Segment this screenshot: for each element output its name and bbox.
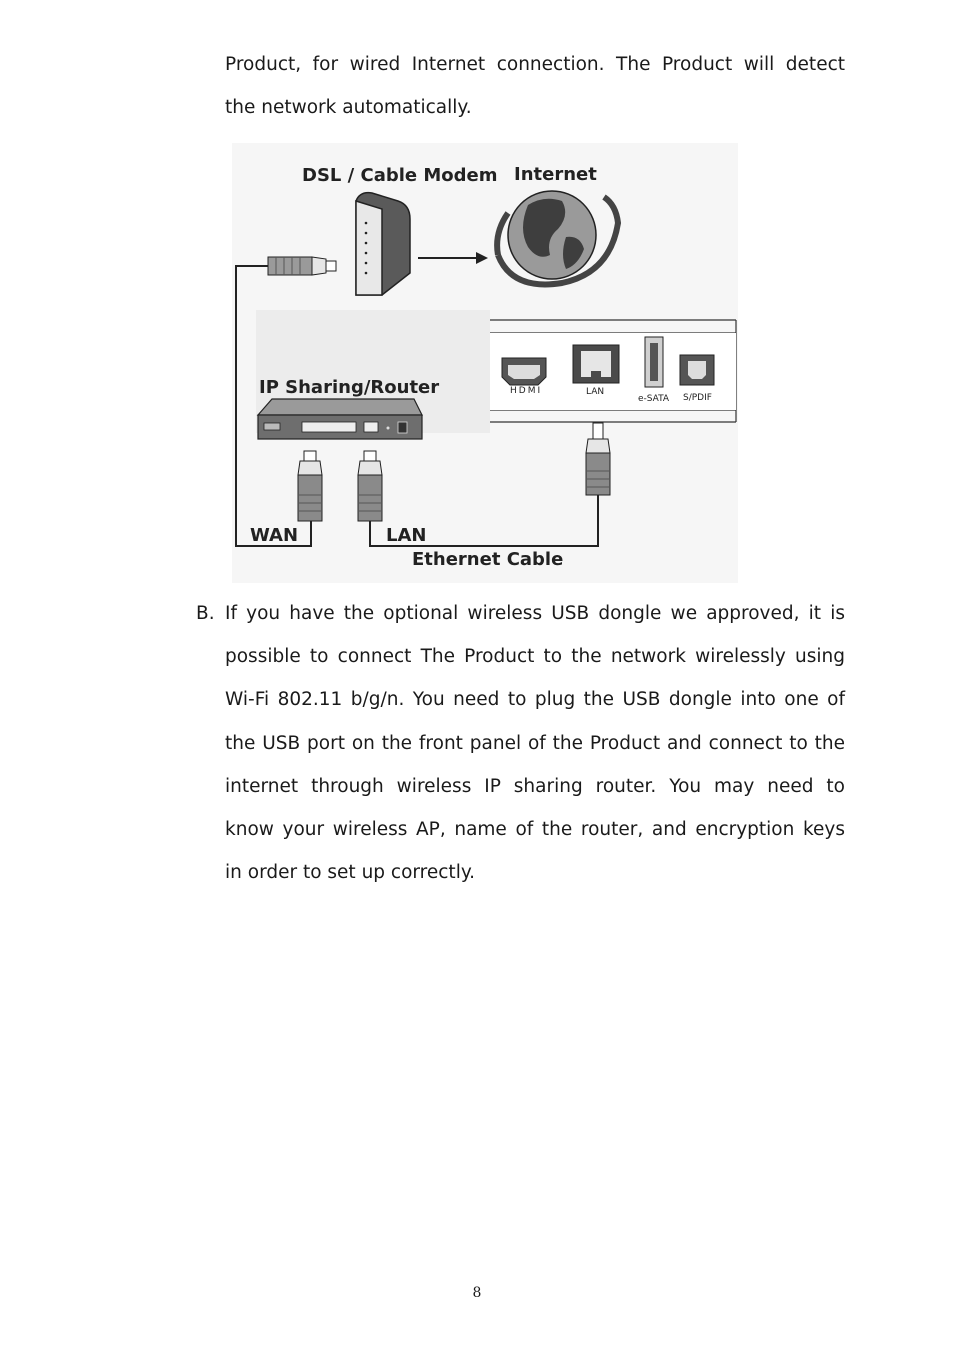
internet-label: Internet: [514, 164, 597, 185]
wan-label: WAN: [250, 525, 299, 546]
hdmi-port-icon: [502, 358, 546, 385]
page-number: 8: [472, 1285, 482, 1301]
item-b-line-3: Wi-Fi 802.11 b/g/n. You need to plug the USB dongle into one of: [225, 689, 845, 710]
hdmi-port-label: HDMI: [510, 386, 543, 396]
router-icon: [258, 399, 422, 439]
lan-port-label: LAN: [586, 387, 605, 397]
lan-connector-icon: [358, 451, 382, 521]
lan-label: LAN: [386, 525, 427, 546]
modem-label: DSL / Cable Modem: [302, 165, 498, 186]
item-b-line-2: possible to connect The Product to the network wirelessly using: [225, 646, 845, 667]
item-b-marker: B.: [196, 603, 215, 624]
intro-line-1: Product, for wired Internet connection. The Product will detect: [225, 54, 845, 75]
esata-port-label: e-SATA: [638, 394, 670, 404]
item-b-line-4: the USB port on the front panel of the Product and connect to the: [225, 733, 845, 754]
item-b-line-1: If you have the optional wireless USB dongle we approved, it is: [225, 603, 845, 624]
lan-port-icon: [573, 345, 619, 383]
item-b-line-5: internet through wireless IP sharing router. You may need to: [225, 776, 845, 797]
item-b-line-6: know your wireless AP, name of the router, and encryption keys: [225, 819, 845, 840]
modem-icon: [356, 193, 410, 295]
wan-connector-icon: [298, 451, 322, 521]
item-b-line-7: in order to set up correctly.: [225, 862, 476, 883]
intro-line-2: the network automatically.: [225, 97, 472, 118]
network-diagram: [232, 143, 738, 583]
ethernet-cable-label: Ethernet Cable: [412, 549, 564, 570]
router-label: IP Sharing/Router: [259, 377, 440, 398]
esata-port-icon: [645, 337, 663, 387]
spdif-port-label: S/PDIF: [683, 393, 712, 403]
spdif-port-icon: [680, 355, 714, 385]
